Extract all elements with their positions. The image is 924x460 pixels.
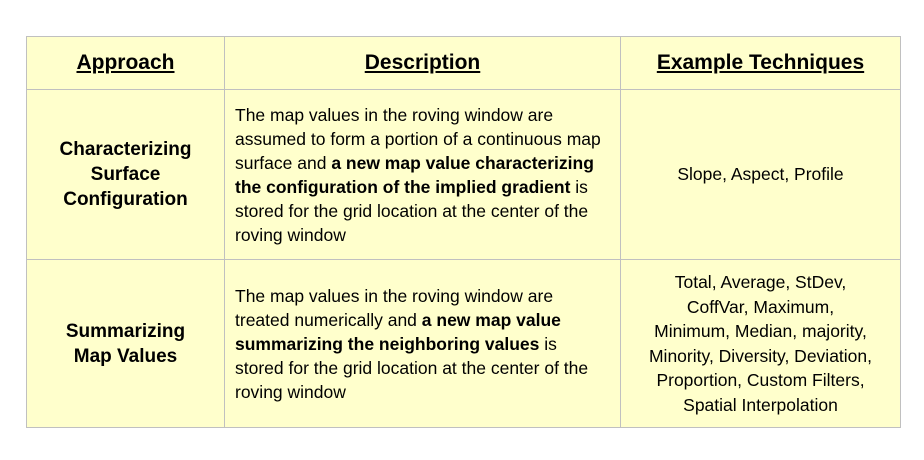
approach-table [26,36,901,428]
description-text: is stored for the grid location at the center of the roving window [235,333,589,402]
table-row [27,260,901,428]
approach-line: Summarizing [65,320,186,342]
description-cell [225,90,621,260]
techniques-cell [621,260,901,428]
technique-line: Total, Average, StDev, [674,272,847,292]
description-text: The map values in the roving window are assumed to form a portion of a continuous map surface and [235,104,601,173]
approach-line: Surface [90,164,161,185]
header-approach: Approach [27,37,225,90]
header-description: Description [225,37,621,90]
technique-line: CoffVar, Maximum, [686,296,835,317]
technique-line: Minority, Diversity, Deviation, [648,345,872,366]
technique-line: Minimum, Median, majority, [654,321,867,341]
table-row [27,90,901,260]
technique-line: Proportion, Custom Filters, [656,370,865,390]
description-bold-text: a new map value summarizing the neighboring values [235,309,561,354]
description-text: The map values in the roving window are treated numerically and [235,285,554,330]
techniques-cell [621,90,901,260]
header-example-techniques: Example Techniques [621,37,901,90]
header-row [27,37,901,90]
description-bold-text: a new map value characterizing the configuration of the implied gradient [235,152,594,197]
technique-line: Slope, Aspect, Profile [677,164,844,185]
approach-line: Characterizing [59,139,192,160]
technique-line: Spatial Interpolation [683,394,838,415]
approach-line: Configuration [63,189,188,210]
description-text: is stored for the grid location at the center of the roving window [235,176,589,245]
approach-line: Map Values [73,345,178,367]
approach-cell [27,260,225,428]
description-cell [225,260,621,428]
approach-cell [27,90,225,260]
